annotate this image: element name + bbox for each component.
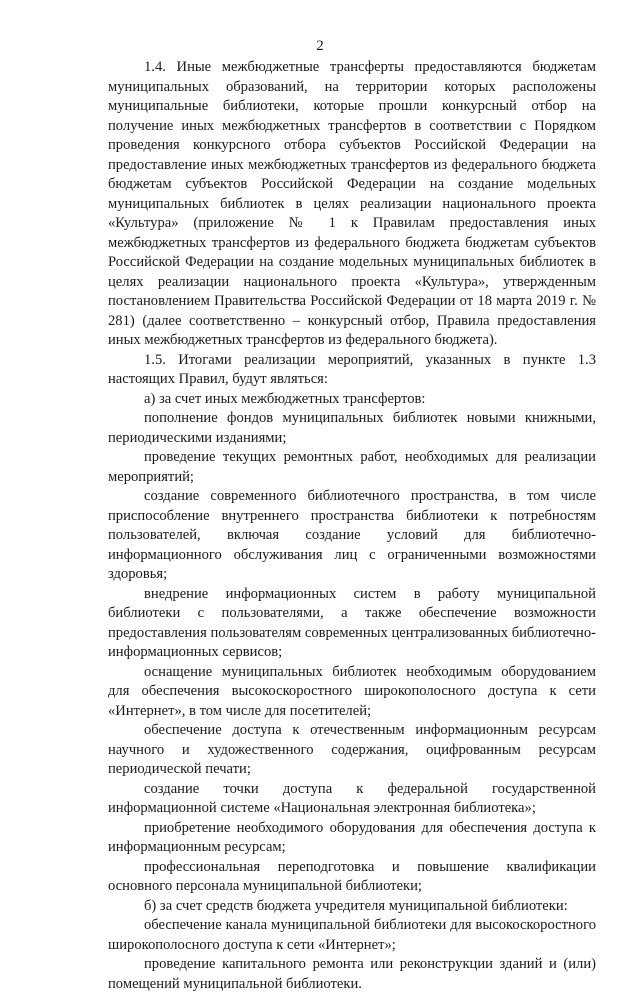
- list-item: проведение текущих ремонтных работ, необходимых для реализации мероприятий;: [108, 449, 596, 485]
- list-item: создание современного библиотечного пространства, в том числе приспособление внутреннего пространства библиотеки к потребностям пользователей, включая создание условий для библиотечно-информационного обслуживания лиц с ограниченными возможностями здоровья;: [108, 488, 596, 582]
- paragraph-1-4: 1.4. Иные межбюджетные трансферты предоставляются бюджетам муниципальных образований, на территории которых расположены муниципальные библиотеки, которые прошли конкурсный отбор на получение иных межбюджетных трансфертов в соответствии с Порядком проведения конкурсного отбора субъектов Российской Федерации на предоставление иных межбюджетных трансфертов из федерального бюджета бюджетам субъектов Российской Федерации на создание модельных муниципальных библиотек в целях реализации национального проекта «Культура» (приложение № 1 к Правилам предоставления иных межбюджетных трансфертов из федерального бюджета бюджетам субъектов Российской Федерации на создание модельных муниципальных библиотек в целях реализации национального проекта «Культура», утвержденным постановлением Правительства Российской Федерации от 18 марта 2019 г. № 281) (далее соответственно – конкурсный отбор, Правила предоставления иных межбюджетных трансфертов из федерального бюджета).: [108, 59, 596, 348]
- paragraph-1-5: 1.5. Итогами реализации мероприятий, указанных в пункте 1.3 настоящих Правил, будут являться:: [108, 351, 596, 387]
- list-item: обеспечение доступа к отечественным информационным ресурсам научного и художественного содержания, оцифрованным ресурсам периодической печати;: [108, 722, 596, 777]
- list-item: создание точки доступа к федеральной государственной информационной системе «Национальная электронная библиотека»;: [108, 780, 596, 816]
- list-item: обеспечение канала муниципальной библиотеки для высокоскоростного широкополосного доступа к сети «Интернет»;: [108, 917, 596, 953]
- list-item: внедрение информационных систем в работу муниципальной библиотеки с пользователями, а также обеспечение возможности предоставления пользователям современных централизованных библиотечно-информационных сервисов;: [108, 585, 596, 660]
- list-item: приобретение необходимого оборудования для обеспечения доступа к информационным ресурсам;: [108, 819, 596, 855]
- list-item: профессиональная переподготовка и повышение квалификации основного персонала муниципальной библиотеки;: [108, 858, 596, 894]
- list-item: пополнение фондов муниципальных библиотек новыми книжными, периодическими изданиями;: [108, 410, 596, 446]
- page-number: 2: [316, 38, 324, 54]
- subitem-b-heading: б) за счет средств бюджета учредителя муниципальной библиотеки:: [144, 897, 568, 914]
- list-item: оснащение муниципальных библиотек необходимым оборудованием для обеспечения высокоскоростного широкополосного доступа к сети «Интернет», в том числе для посетителей;: [108, 663, 596, 719]
- list-item: проведение капитального ремонта или реконструкции зданий и (или) помещений муниципальной библиотеки.: [108, 956, 596, 992]
- document-body: [108, 58, 596, 994]
- subitem-a-heading: а) за счет иных межбюджетных трансфертов:: [144, 390, 426, 407]
